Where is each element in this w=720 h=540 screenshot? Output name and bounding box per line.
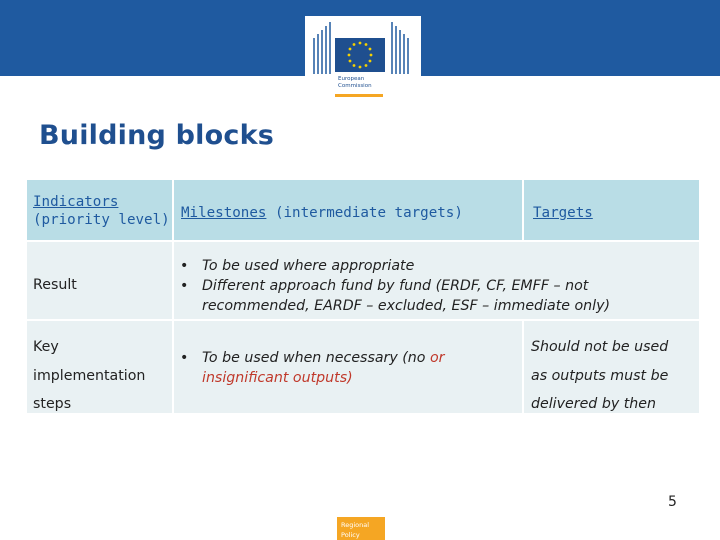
key-steps-milestone-part1: To be used when necessary (no: [202, 350, 430, 366]
footer-logo-line2: Policy: [341, 531, 360, 539]
result-content-cell: [174, 242, 699, 319]
bullet-icon: •: [180, 258, 189, 274]
header-targets: Targets: [533, 205, 593, 221]
header-indicators-line1: Indicators: [33, 194, 119, 210]
header-indicators: [33, 193, 172, 229]
key-steps-milestone-part2: insignificant outputs): [202, 370, 353, 386]
regional-policy-logo: [337, 517, 385, 540]
footer-logo-line1: Regional: [341, 521, 370, 529]
result-bullet-1: To be used where appropriate: [202, 258, 415, 274]
bullet-icon: •: [180, 278, 189, 294]
header-milestones-cell: [174, 180, 522, 240]
result-bullets: [174, 256, 699, 316]
key-steps-target-line1: Should not be used: [531, 339, 669, 355]
result-label: Result: [33, 277, 77, 293]
header-milestones-main: Milestones: [181, 205, 267, 221]
result-label-cell: [27, 242, 172, 319]
header-indicators-line2: (priority level): [33, 212, 170, 228]
logo-text-line2: Commission: [338, 83, 372, 89]
key-steps-milestone-or: or: [429, 350, 445, 366]
regional-policy-text: [341, 520, 369, 540]
list-item: [174, 348, 522, 388]
header-targets-cell: [524, 180, 699, 240]
eu-flag-logo-icon: [305, 16, 421, 76]
key-steps-label-line2: implementation: [33, 367, 146, 384]
result-bullet-2: Different approach fund by fund (ERDF, CF, EMFF – not recommended, EARDF – excluded, ESF – immediate only): [202, 278, 611, 314]
header-milestones-suffix: (intermediate targets): [266, 205, 463, 221]
key-steps-milestones-cell: [174, 321, 522, 413]
key-steps-label-cell: [27, 321, 172, 413]
key-steps-targets-cell: [524, 321, 699, 413]
key-steps-targets: [531, 333, 699, 419]
key-steps-target-line2: as outputs must be: [531, 367, 669, 384]
header-indicators-cell: [27, 180, 172, 240]
logo-text-line1: European: [338, 76, 365, 82]
european-commission-logo: [305, 16, 421, 102]
key-steps-target-line3: delivered by then: [531, 396, 657, 412]
list-item: [174, 256, 699, 276]
slide-title: Building blocks: [39, 120, 275, 151]
page-number: 5: [668, 494, 677, 510]
key-steps-label: [33, 333, 172, 419]
bullet-icon: •: [180, 350, 189, 366]
logo-text: [338, 76, 372, 90]
key-steps-label-line3: steps: [33, 396, 72, 412]
key-steps-label-line1: Key: [33, 339, 59, 355]
header-milestones: [181, 204, 522, 222]
key-steps-bullets: [174, 348, 522, 388]
list-item: [174, 276, 699, 316]
logo-accent-bar: [335, 94, 383, 97]
